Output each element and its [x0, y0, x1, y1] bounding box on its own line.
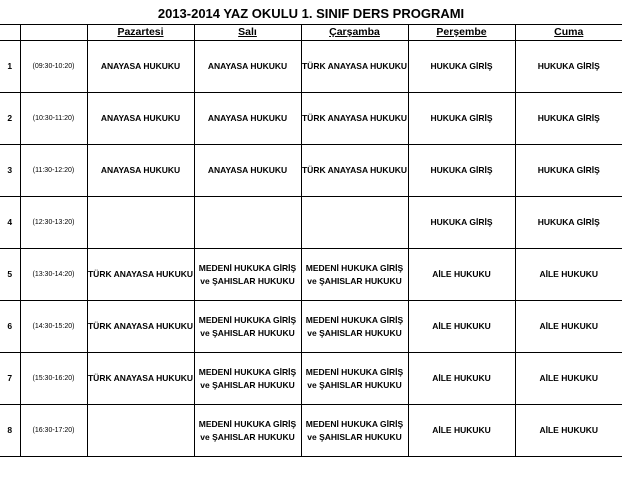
course-cell-persembe: HUKUKA GİRİŞ [408, 145, 515, 197]
period-number: 1 [0, 41, 20, 93]
course-cell-pazartesi: ANAYASA HUKUKU [87, 93, 194, 145]
day-header-persembe: Perşembe [408, 25, 515, 41]
period-number: 3 [0, 145, 20, 197]
table-row [0, 249, 622, 301]
period-number: 6 [0, 301, 20, 353]
course-cell-carsamba: MEDENİ HUKUKA GİRİŞ ve ŞAHISLAR HUKUKU [301, 405, 408, 457]
period-time: (16:30-17:20) [20, 405, 87, 457]
table-row [0, 405, 622, 457]
course-cell-cuma: HUKUKA GİRİŞ [515, 93, 622, 145]
course-cell-carsamba: TÜRK ANAYASA HUKUKU [301, 41, 408, 93]
course-cell-pazartesi: ANAYASA HUKUKU [87, 145, 194, 197]
day-header-sali: Salı [194, 25, 301, 41]
table-row [0, 197, 622, 249]
period-number: 2 [0, 93, 20, 145]
table-row [0, 301, 622, 353]
table-row [0, 353, 622, 405]
period-time: (09:30-10:20) [20, 41, 87, 93]
period-time: (14:30-15:20) [20, 301, 87, 353]
course-cell-pazartesi: TÜRK ANAYASA HUKUKU [87, 249, 194, 301]
course-cell-carsamba: TÜRK ANAYASA HUKUKU [301, 93, 408, 145]
period-time: (11:30-12:20) [20, 145, 87, 197]
page-title: 2013-2014 YAZ OKULU 1. SINIF DERS PROGRAMI [157, 6, 465, 21]
course-cell-cuma: HUKUKA GİRİŞ [515, 145, 622, 197]
course-cell-persembe: HUKUKA GİRİŞ [408, 197, 515, 249]
period-time: (13:30-14:20) [20, 249, 87, 301]
course-cell-carsamba [301, 197, 408, 249]
course-cell-carsamba: MEDENİ HUKUKA GİRİŞ ve ŞAHISLAR HUKUKU [301, 301, 408, 353]
course-cell-sali: ANAYASA HUKUKU [194, 93, 301, 145]
day-header-carsamba: Çarşamba [301, 25, 408, 41]
course-cell-carsamba: TÜRK ANAYASA HUKUKU [301, 145, 408, 197]
course-cell-cuma: AİLE HUKUKU [515, 353, 622, 405]
course-cell-sali: ANAYASA HUKUKU [194, 145, 301, 197]
course-cell-carsamba: MEDENİ HUKUKA GİRİŞ ve ŞAHISLAR HUKUKU [301, 353, 408, 405]
period-time: (15:30-16:20) [20, 353, 87, 405]
course-cell-sali [194, 197, 301, 249]
course-cell-cuma: AİLE HUKUKU [515, 301, 622, 353]
course-cell-sali: MEDENİ HUKUKA GİRİŞ ve ŞAHISLAR HUKUKU [194, 301, 301, 353]
course-cell-cuma: HUKUKA GİRİŞ [515, 197, 622, 249]
schedule-body [0, 41, 622, 457]
period-time: (12:30-13:20) [20, 197, 87, 249]
course-cell-cuma: HUKUKA GİRİŞ [515, 41, 622, 93]
day-header-pazartesi: Pazartesi [87, 25, 194, 41]
period-number: 8 [0, 405, 20, 457]
course-cell-persembe: HUKUKA GİRİŞ [408, 93, 515, 145]
header-time-cell [20, 25, 87, 41]
period-time: (10:30-11:20) [20, 93, 87, 145]
course-cell-cuma: AİLE HUKUKU [515, 249, 622, 301]
course-cell-pazartesi [87, 405, 194, 457]
course-cell-sali: MEDENİ HUKUKA GİRİŞ ve ŞAHISLAR HUKUKU [194, 405, 301, 457]
course-cell-pazartesi: TÜRK ANAYASA HUKUKU [87, 301, 194, 353]
header-num-cell [0, 25, 20, 41]
day-header-cuma: Cuma [515, 25, 622, 41]
course-cell-sali: MEDENİ HUKUKA GİRİŞ ve ŞAHISLAR HUKUKU [194, 249, 301, 301]
period-number: 4 [0, 197, 20, 249]
schedule-table [0, 24, 622, 457]
course-cell-persembe: AİLE HUKUKU [408, 353, 515, 405]
header-row [0, 25, 622, 41]
table-row [0, 145, 622, 197]
course-cell-sali: ANAYASA HUKUKU [194, 41, 301, 93]
course-cell-carsamba: MEDENİ HUKUKA GİRİŞ ve ŞAHISLAR HUKUKU [301, 249, 408, 301]
course-cell-pazartesi [87, 197, 194, 249]
course-cell-pazartesi: ANAYASA HUKUKU [87, 41, 194, 93]
course-cell-cuma: AİLE HUKUKU [515, 405, 622, 457]
course-cell-sali: MEDENİ HUKUKA GİRİŞ ve ŞAHISLAR HUKUKU [194, 353, 301, 405]
course-cell-pazartesi: TÜRK ANAYASA HUKUKU [87, 353, 194, 405]
course-cell-persembe: HUKUKA GİRİŞ [408, 41, 515, 93]
table-row [0, 41, 622, 93]
period-number: 5 [0, 249, 20, 301]
period-number: 7 [0, 353, 20, 405]
table-row [0, 93, 622, 145]
course-cell-persembe: AİLE HUKUKU [408, 301, 515, 353]
course-cell-persembe: AİLE HUKUKU [408, 249, 515, 301]
course-cell-persembe: AİLE HUKUKU [408, 405, 515, 457]
